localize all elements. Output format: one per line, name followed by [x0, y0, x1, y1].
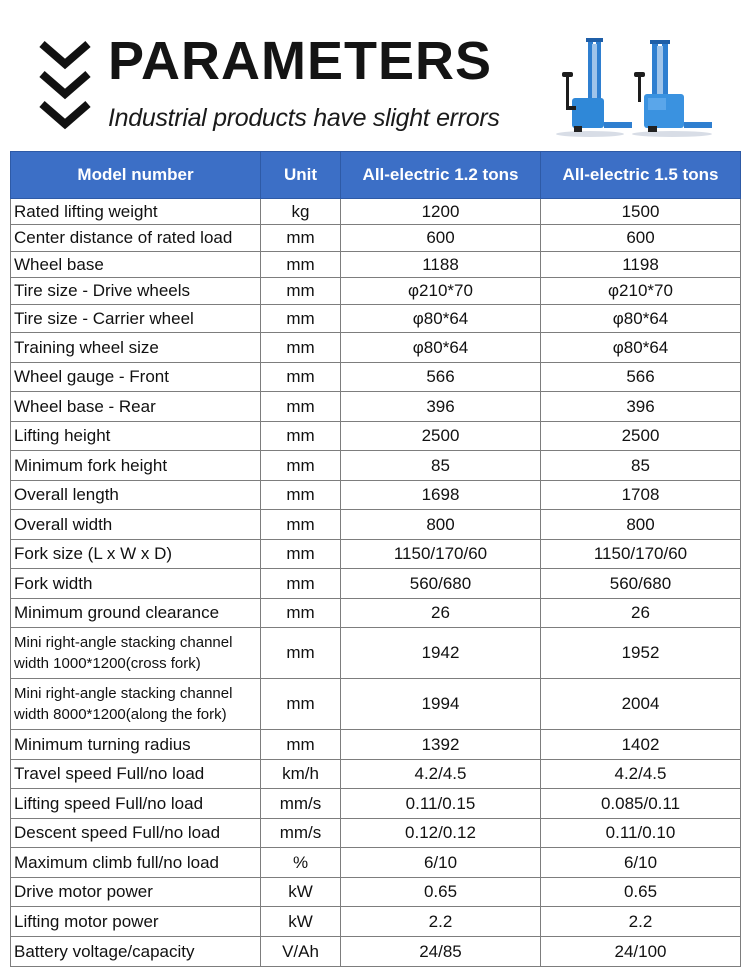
value-1-2-tons-cell: 2500	[341, 422, 541, 451]
parameter-name-cell: Tire size - Carrier wheel	[11, 305, 261, 333]
value-1-2-tons-cell: 600	[341, 225, 541, 252]
value-1-2-tons-cell: 800	[341, 510, 541, 540]
table-row	[11, 730, 741, 760]
value-1-2-tons-cell: 1188	[341, 252, 541, 278]
value-1-2-tons-cell: 0.12/0.12	[341, 819, 541, 848]
unit-cell: kW	[261, 907, 341, 937]
value-1-5-tons-cell: 1500	[541, 199, 741, 225]
unit-cell: mm	[261, 392, 341, 422]
unit-cell: V/Ah	[261, 937, 341, 967]
header	[0, 0, 750, 150]
parameter-name-cell: Wheel gauge - Front	[11, 363, 261, 392]
unit-cell: kW	[261, 878, 341, 907]
unit-cell: mm	[261, 569, 341, 599]
table-row	[11, 937, 741, 967]
table-row	[11, 278, 741, 305]
value-1-2-tons-cell: φ80*64	[341, 333, 541, 363]
forklift-product-image	[552, 36, 717, 138]
parameter-name-cell: Maximum climb full/no load	[11, 848, 261, 878]
table-row	[11, 451, 741, 481]
value-1-5-tons-cell: 6/10	[541, 848, 741, 878]
value-1-5-tons-cell: 85	[541, 451, 741, 481]
value-1-5-tons-cell: 0.11/0.10	[541, 819, 741, 848]
column-header-unit: Unit	[261, 152, 341, 199]
table-row	[11, 392, 741, 422]
unit-cell: mm	[261, 730, 341, 760]
table-row	[11, 252, 741, 278]
value-1-5-tons-cell: 560/680	[541, 569, 741, 599]
unit-cell: mm	[261, 540, 341, 569]
table-row	[11, 225, 741, 252]
table-row	[11, 878, 741, 907]
parameter-name-cell: Fork width	[11, 569, 261, 599]
value-1-5-tons-cell: 1198	[541, 252, 741, 278]
value-1-2-tons-cell: 1200	[341, 199, 541, 225]
unit-cell: mm	[261, 225, 341, 252]
table-row	[11, 789, 741, 819]
value-1-5-tons-cell: 600	[541, 225, 741, 252]
table-row	[11, 848, 741, 878]
value-1-2-tons-cell: 85	[341, 451, 541, 481]
value-1-5-tons-cell: 0.085/0.11	[541, 789, 741, 819]
table-header-row	[11, 152, 741, 199]
value-1-2-tons-cell: φ80*64	[341, 305, 541, 333]
parameter-name-cell: Overall width	[11, 510, 261, 540]
unit-cell: mm	[261, 333, 341, 363]
value-1-5-tons-cell: 24/100	[541, 937, 741, 967]
table-row	[11, 569, 741, 599]
value-1-5-tons-cell: 2004	[541, 679, 741, 730]
value-1-2-tons-cell: 2.2	[341, 907, 541, 937]
parameter-name-cell	[11, 679, 261, 730]
parameter-name-line: Mini right-angle stacking channel	[14, 685, 233, 702]
table-row	[11, 760, 741, 789]
unit-cell: mm	[261, 363, 341, 392]
unit-cell: mm	[261, 252, 341, 278]
parameter-name-cell: Wheel base	[11, 252, 261, 278]
page-title: PARAMETERS	[108, 31, 493, 91]
unit-cell: km/h	[261, 760, 341, 789]
unit-cell: mm	[261, 510, 341, 540]
value-1-2-tons-cell: 0.11/0.15	[341, 789, 541, 819]
parameter-name-cell: Wheel base - Rear	[11, 392, 261, 422]
table-row	[11, 305, 741, 333]
table-row	[11, 199, 741, 225]
value-1-5-tons-cell: 1402	[541, 730, 741, 760]
parameter-name-cell: Lifting motor power	[11, 907, 261, 937]
parameter-name-cell: Drive motor power	[11, 878, 261, 907]
value-1-2-tons-cell: 6/10	[341, 848, 541, 878]
parameter-name-cell: Training wheel size	[11, 333, 261, 363]
unit-cell: mm/s	[261, 819, 341, 848]
parameter-name-line: width 8000*1200(along the fork)	[14, 706, 227, 723]
unit-cell: kg	[261, 199, 341, 225]
value-1-5-tons-cell: 1952	[541, 628, 741, 679]
table-row	[11, 422, 741, 451]
value-1-5-tons-cell: 2500	[541, 422, 741, 451]
unit-cell: mm/s	[261, 789, 341, 819]
unit-cell: mm	[261, 628, 341, 679]
value-1-5-tons-cell: 1150/170/60	[541, 540, 741, 569]
value-1-2-tons-cell: 1942	[341, 628, 541, 679]
table-row	[11, 333, 741, 363]
value-1-5-tons-cell: 800	[541, 510, 741, 540]
table-row	[11, 510, 741, 540]
value-1-2-tons-cell: 396	[341, 392, 541, 422]
table-row	[11, 481, 741, 510]
value-1-5-tons-cell: 396	[541, 392, 741, 422]
table-row	[11, 540, 741, 569]
value-1-5-tons-cell: 566	[541, 363, 741, 392]
parameter-name-cell: Center distance of rated load	[11, 225, 261, 252]
parameter-name-cell: Travel speed Full/no load	[11, 760, 261, 789]
value-1-5-tons-cell: 1708	[541, 481, 741, 510]
value-1-2-tons-cell: 1392	[341, 730, 541, 760]
value-1-5-tons-cell: 4.2/4.5	[541, 760, 741, 789]
table-row	[11, 907, 741, 937]
column-header-model: Model number	[11, 152, 261, 199]
unit-cell: mm	[261, 422, 341, 451]
parameter-name-cell: Lifting speed Full/no load	[11, 789, 261, 819]
unit-cell: mm	[261, 278, 341, 305]
value-1-5-tons-cell: 2.2	[541, 907, 741, 937]
parameter-name-cell: Minimum fork height	[11, 451, 261, 481]
value-1-2-tons-cell: 1994	[341, 679, 541, 730]
value-1-2-tons-cell: 1150/170/60	[341, 540, 541, 569]
value-1-2-tons-cell: φ210*70	[341, 278, 541, 305]
table-row	[11, 819, 741, 848]
table-row	[11, 599, 741, 628]
value-1-2-tons-cell: 0.65	[341, 878, 541, 907]
unit-cell: mm	[261, 305, 341, 333]
value-1-2-tons-cell: 4.2/4.5	[341, 760, 541, 789]
value-1-5-tons-cell: 0.65	[541, 878, 741, 907]
parameter-name-cell: Fork size (L x W x D)	[11, 540, 261, 569]
unit-cell: mm	[261, 451, 341, 481]
column-header-1-2-tons: All-electric 1.2 tons	[341, 152, 541, 199]
value-1-2-tons-cell: 566	[341, 363, 541, 392]
unit-cell: %	[261, 848, 341, 878]
chevron-down-icon	[38, 40, 92, 132]
value-1-5-tons-cell: φ80*64	[541, 305, 741, 333]
parameter-name-cell: Tire size - Drive wheels	[11, 278, 261, 305]
value-1-2-tons-cell: 26	[341, 599, 541, 628]
value-1-2-tons-cell: 24/85	[341, 937, 541, 967]
unit-cell: mm	[261, 679, 341, 730]
table-row	[11, 363, 741, 392]
value-1-5-tons-cell: 26	[541, 599, 741, 628]
parameter-name-cell: Battery voltage/capacity	[11, 937, 261, 967]
value-1-5-tons-cell: φ80*64	[541, 333, 741, 363]
parameter-name-cell: Minimum ground clearance	[11, 599, 261, 628]
table-row	[11, 628, 741, 679]
table-body	[11, 199, 741, 967]
unit-cell: mm	[261, 599, 341, 628]
parameter-name-cell: Overall length	[11, 481, 261, 510]
table-row	[11, 679, 741, 730]
unit-cell: mm	[261, 481, 341, 510]
parameter-name-line: Mini right-angle stacking channel	[14, 634, 233, 651]
parameter-name-line: width 1000*1200(cross fork)	[14, 655, 201, 672]
value-1-2-tons-cell: 1698	[341, 481, 541, 510]
page-subtitle: Industrial products have slight errors	[108, 104, 500, 132]
value-1-5-tons-cell: φ210*70	[541, 278, 741, 305]
parameter-name-cell: Rated lifting weight	[11, 199, 261, 225]
value-1-2-tons-cell: 560/680	[341, 569, 541, 599]
parameter-name-cell	[11, 628, 261, 679]
parameter-name-cell: Descent speed Full/no load	[11, 819, 261, 848]
specifications-table	[10, 151, 741, 967]
parameter-name-cell: Lifting height	[11, 422, 261, 451]
parameter-name-cell: Minimum turning radius	[11, 730, 261, 760]
column-header-1-5-tons: All-electric 1.5 tons	[541, 152, 741, 199]
